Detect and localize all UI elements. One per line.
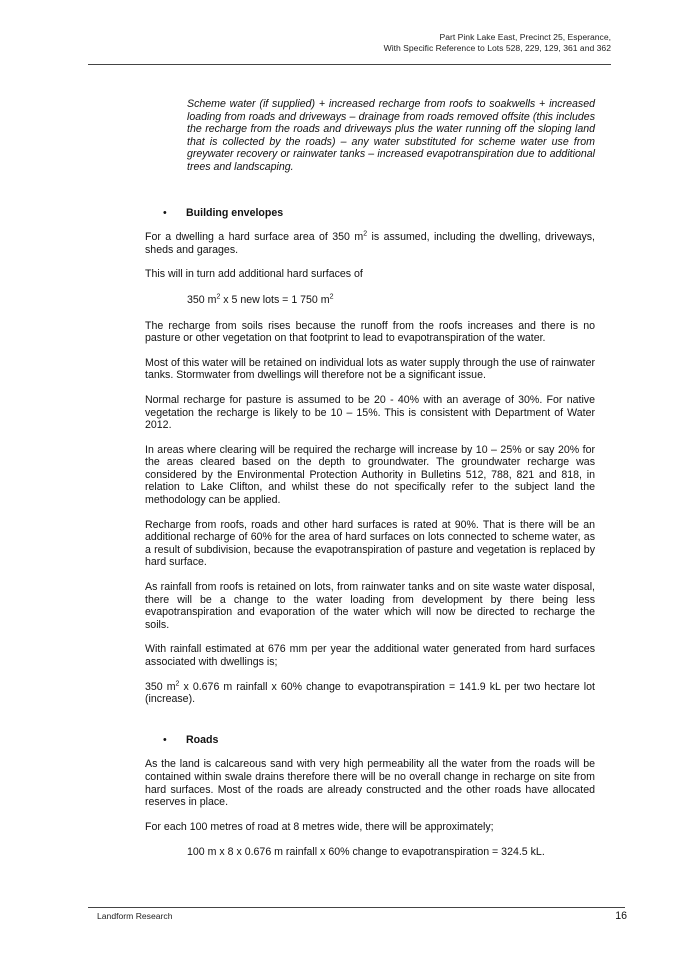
text-run: x 5 new lots = 1 750 m: [220, 293, 330, 306]
text-run: x 0.676 m rainfall x 60% change to evapotranspiration = 141.9 kL per two hectare lot (increase).: [145, 680, 595, 706]
superscript: 2: [329, 293, 334, 301]
bullet-roads: [163, 734, 595, 747]
superscript: 2: [175, 680, 180, 688]
header-line-1: Part Pink Lake East, Precinct 25, Esperance,: [439, 32, 611, 42]
paragraph-9: With rainfall estimated at 676 mm per year the additional water generated from hard surfaces associated with dwellings is;: [145, 643, 595, 668]
paragraph-6: In areas where clearing will be required the recharge will increase by 10 – 25% or say 20% for the areas cleared based on the depth to groundwater. The groundwater recharge was considered by the Environmental Protection Authority in Bulletins 512, 788, 821 and 818, in relation to Lake Clifton, and whilst these do not specifically refer to the subject land the methodology can be applied.: [145, 443, 595, 507]
paragraph-11: As the land is calcareous sand with very high permeability all the water from the roads will be contained within swale drains therefore there will be no overall change in recharge on site from hard surfaces. Most of the roads are already constructed and the other roads have allocated reserves in place.: [145, 758, 595, 809]
text-run: is assumed, including the dwelling, driveways, sheds and garages.: [145, 231, 595, 256]
running-header: [384, 32, 611, 54]
paragraph-10: [145, 681, 595, 706]
paragraph-1: [145, 231, 595, 256]
footer-company: Landform Research: [97, 911, 173, 921]
header-rule: [88, 64, 611, 65]
text-run: 350 m: [187, 293, 217, 306]
bullet-dot: •: [163, 206, 167, 219]
bullet-label: Roads: [186, 733, 219, 746]
paragraph-12: For each 100 metres of road at 8 metres wide, there will be approximately;: [145, 820, 494, 833]
paragraph-5: Normal recharge for pasture is assumed to be 20 - 40% with an average of 30%. For native vegetation the recharge is likely to be 10 – 15%. This is consistent with Department of Water 2012.: [145, 393, 595, 432]
page-number: 16: [615, 910, 627, 922]
bullet-label: Building envelopes: [186, 206, 284, 219]
paragraph-4: Most of this water will be retained on individual lots as water supply through the use of rainwater tanks. Stormwater from dwellings will therefore not be a significant issue.: [145, 356, 595, 382]
paragraph-8: As rainfall from roofs is retained on lots, from rainwater tanks and on site waste water disposal, there will be a change to the water loading from development by there being less evapotranspiration and evaporation of the water which will now be directed to recharge the soils.: [145, 581, 595, 631]
calculation-1: [187, 294, 595, 307]
paragraph-3: The recharge from soils rises because the runoff from the roofs increases and there is no pasture or other vegetation on that footprint to lead to evapotranspiration of the water.: [145, 319, 595, 345]
italic-paragraph: Scheme water (if supplied) + increased recharge from roofs to soakwells + increased loading from roads and driveways – drainage from roads removed offsite (this includes the recharge from the roads and driveways plus the water running off the sloping land that is collected by the roads) – any water substituted for scheme water use from greywater recovery or rainwater tanks – increased evapotranspiration due to additional trees and landscaping.: [187, 98, 595, 173]
page-body: [145, 98, 595, 859]
superscript: 2: [363, 230, 368, 238]
bullet-building-envelopes: [163, 207, 595, 220]
text-run: 350 m: [145, 680, 176, 693]
calculation-2: 100 m x 8 x 0.676 m rainfall x 60% change to evapotranspiration = 324.5 kL.: [187, 846, 545, 859]
footer-rule: [88, 907, 625, 908]
header-line-2: With Specific Reference to Lots 528, 229, 129, 361 and 362: [383, 43, 611, 53]
bullet-dot: •: [163, 733, 167, 746]
paragraph-2: This will in turn add additional hard surfaces of: [145, 268, 363, 281]
text-run: For a dwelling a hard surface area of 350 m: [145, 231, 364, 244]
paragraph-7: Recharge from roofs, roads and other hard surfaces is rated at 90%. That is there will be an additional recharge of 60% for the area of hard surfaces on lots connected to scheme water, as a result of subdivision, because the evapotranspiration of pasture and vegetation is replaced by hard surface.: [145, 518, 595, 569]
superscript: 2: [216, 293, 221, 301]
